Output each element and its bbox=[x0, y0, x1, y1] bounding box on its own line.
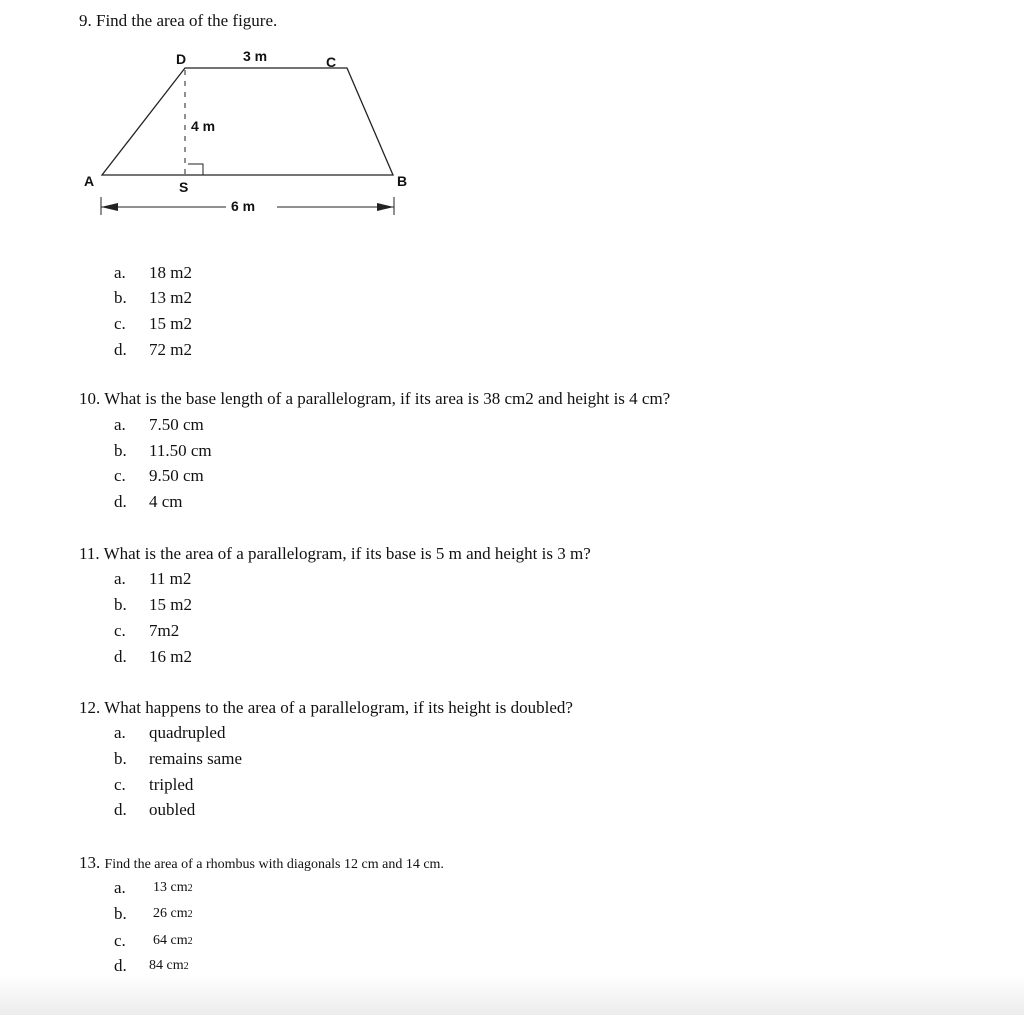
option-text: quadrupled bbox=[149, 723, 226, 742]
option-letter: c. bbox=[114, 314, 126, 333]
option-letter: b. bbox=[114, 904, 127, 923]
option-text: oubled bbox=[149, 800, 196, 819]
label-top-length: 3 m bbox=[243, 48, 268, 64]
option-text: tripled bbox=[149, 775, 194, 794]
label-a: A bbox=[84, 173, 95, 189]
trapezoid-shape bbox=[102, 68, 393, 175]
question-number: 9. bbox=[79, 11, 92, 30]
question-10 bbox=[79, 389, 670, 409]
option-text: 15 m2 bbox=[149, 595, 192, 614]
label-c: C bbox=[326, 54, 337, 70]
option-unit-subscript: 2 bbox=[187, 883, 193, 894]
question-number: 13. bbox=[79, 853, 101, 872]
question-text: What is the base length of a parallelogram, if its area is 38 cm2 and height is 4 cm? bbox=[104, 389, 671, 408]
option-letter: a. bbox=[114, 415, 126, 434]
question-text: What is the area of a parallelogram, if its base is 5 m and height is 3 m? bbox=[103, 544, 591, 563]
page-bottom-shadow bbox=[0, 975, 1024, 1015]
question-number: 10. bbox=[79, 389, 101, 408]
option-text: 64 cm bbox=[153, 933, 188, 948]
dimension-arrow-left bbox=[101, 203, 118, 211]
label-b: B bbox=[397, 173, 408, 189]
label-bottom-length: 6 m bbox=[231, 198, 256, 214]
option-letter: d. bbox=[114, 647, 127, 666]
option-text: 4 cm bbox=[149, 492, 183, 511]
trapezoid-figure bbox=[0, 0, 420, 230]
option-letter: a. bbox=[114, 263, 126, 282]
option-letter: c. bbox=[114, 775, 126, 794]
option-text: 84 cm bbox=[149, 958, 184, 973]
option-letter: b. bbox=[114, 288, 127, 307]
option-letter: b. bbox=[114, 595, 127, 614]
option-letter: a. bbox=[114, 878, 126, 897]
option-text: 72 m2 bbox=[149, 340, 192, 359]
question-text: Find the area of a rhombus with diagonals 12 cm and 14 cm. bbox=[104, 857, 444, 872]
option-letter: c. bbox=[114, 931, 126, 950]
option-letter: c. bbox=[114, 466, 126, 485]
option-text: 15 m2 bbox=[149, 314, 192, 333]
option-letter: d. bbox=[114, 340, 127, 359]
option-letter: b. bbox=[114, 749, 127, 768]
dimension-arrow-right bbox=[377, 203, 394, 211]
option-text: 7m2 bbox=[149, 621, 180, 640]
option-text: 7.50 cm bbox=[149, 415, 204, 434]
label-height: 4 m bbox=[191, 118, 216, 134]
question-11 bbox=[79, 544, 591, 564]
question-text: What happens to the area of a parallelogram, if its height is doubled? bbox=[104, 698, 573, 717]
option-letter: d. bbox=[114, 956, 127, 975]
label-s: S bbox=[179, 179, 189, 195]
right-angle-marker bbox=[188, 164, 203, 175]
option-letter: b. bbox=[114, 441, 127, 460]
option-letter: d. bbox=[114, 492, 127, 511]
question-number: 12. bbox=[79, 698, 101, 717]
option-unit-subscript: 2 bbox=[183, 961, 189, 972]
option-text: 16 m2 bbox=[149, 647, 192, 666]
option-letter: a. bbox=[114, 569, 126, 588]
option-text: 11 m2 bbox=[149, 569, 192, 588]
option-text: 9.50 cm bbox=[149, 466, 204, 485]
question-13 bbox=[79, 853, 444, 875]
option-text: 13 cm bbox=[153, 880, 188, 895]
option-text: 26 cm bbox=[153, 906, 188, 921]
option-text: 18 m2 bbox=[149, 263, 192, 282]
option-text: 13 m2 bbox=[149, 288, 192, 307]
option-unit-subscript: 2 bbox=[187, 936, 193, 947]
question-number: 11. bbox=[79, 544, 100, 563]
option-text: remains same bbox=[149, 749, 242, 768]
option-letter: a. bbox=[114, 723, 126, 742]
question-text: Find the area of the figure. bbox=[96, 11, 278, 30]
option-unit-subscript: 2 bbox=[187, 909, 193, 920]
option-text: 11.50 cm bbox=[149, 441, 212, 460]
option-letter: d. bbox=[114, 800, 127, 819]
option-letter: c. bbox=[114, 621, 126, 640]
question-12 bbox=[79, 698, 573, 718]
label-d: D bbox=[176, 51, 187, 67]
